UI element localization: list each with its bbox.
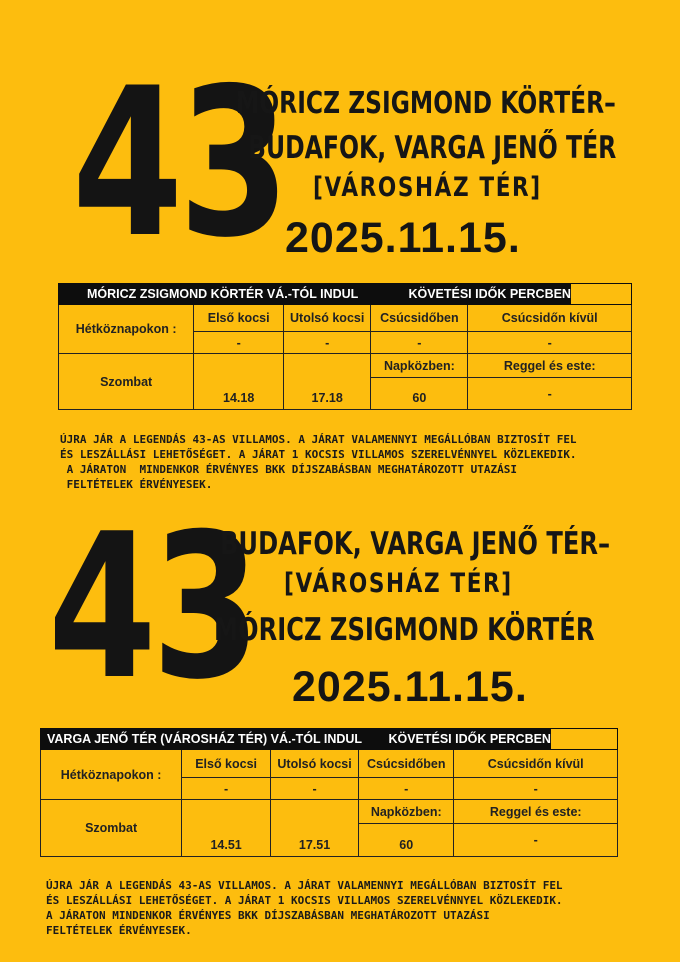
weekday-first-car: - [194, 332, 284, 354]
timetable [40, 728, 618, 857]
note-line: A JÁRATON MINDENKOR ÉRVÉNYES BKK DÍJSZABÁSBAN MEGHATÁROZOTT UTAZÁSI [60, 463, 517, 476]
note-line: ÚJRA JÁR A LEGENDÁS 43-AS VILLAMOS. A JÁRAT VALAMENNYI MEGÁLLÓBAN BIZTOSÍT FEL [46, 879, 563, 892]
route-title-line-2: BUDAFOK, VARGA JENŐ TÉR [248, 130, 617, 166]
weekday-label: Hétköznapokon : [41, 750, 182, 800]
offpeak-header: Csúcsidőn kívül [468, 305, 632, 332]
saturday-daytime: 60 [371, 378, 468, 410]
saturday-label: Szombat [59, 354, 194, 410]
valid-from-date: 2025.11.15. [285, 214, 521, 262]
note-line: A JÁRATON MINDENKOR ÉRVÉNYES BKK DÍJSZABÁSBAN MEGHATÁROZOTT UTAZÁSI [46, 909, 490, 922]
route-number: 43 [72, 45, 286, 283]
saturday-morning-evening: - [468, 378, 632, 410]
timetable-block-return [0, 491, 680, 962]
headway-header: KÖVETÉSI IDŐK PERCBEN [388, 729, 552, 750]
weekday-last-car: - [271, 778, 359, 800]
service-note [60, 432, 577, 492]
route-title-line-3: MÓRICZ ZSIGMOND KÖRTÉR [214, 612, 595, 648]
saturday-first-car: 14.51 [182, 800, 271, 857]
peak-header: Csúcsidőben [359, 750, 454, 778]
route-title-line-1: BUDAFOK, VARGA JENŐ TÉR– [220, 526, 611, 562]
first-car-header: Első kocsi [194, 305, 284, 332]
first-car-header: Első kocsi [182, 750, 271, 778]
weekday-offpeak: - [468, 332, 632, 354]
last-car-header: Utolsó kocsi [284, 305, 371, 332]
weekday-last-car: - [284, 332, 371, 354]
weekday-peak: - [359, 778, 454, 800]
daytime-header: Napközben: [371, 354, 468, 378]
route-title-line-2: [VÁROSHÁZ TÉR] [284, 568, 513, 599]
daytime-header: Napközben: [359, 800, 454, 824]
weekday-peak: - [371, 332, 468, 354]
saturday-last-car: 17.18 [284, 354, 371, 410]
note-line: ÉS LESZÁLLÁSI LEHETŐSÉGET. A JÁRAT 1 KOCSIS VILLAMOS SZERELVÉNNYEL KÖZLEKEDIK. [46, 894, 563, 907]
note-line: FELTÉTELEK ÉRVÉNYESEK. [60, 478, 213, 491]
saturday-morning-evening: - [454, 824, 618, 857]
saturday-first-car: 14.18 [194, 354, 284, 410]
saturday-last-car: 17.51 [271, 800, 359, 857]
morning-evening-header: Reggel és este: [468, 354, 632, 378]
weekday-first-car: - [182, 778, 271, 800]
timetable [58, 283, 632, 410]
note-line: ÉS LESZÁLLÁSI LEHETŐSÉGET. A JÁRAT 1 KOCSIS VILLAMOS SZERELVÉNNYEL KÖZLEKEDIK. [60, 448, 577, 461]
departure-header: VARGA JENŐ TÉR (VÁROSHÁZ TÉR) VÁ.-TÓL INDUL [41, 729, 454, 750]
valid-from-date: 2025.11.15. [292, 663, 528, 711]
last-car-header: Utolsó kocsi [271, 750, 359, 778]
service-note [46, 878, 563, 938]
offpeak-header: Csúcsidőn kívül [454, 750, 618, 778]
weekday-offpeak: - [454, 778, 618, 800]
route-title-line-1: MÓRICZ ZSIGMOND KÖRTÉR– [236, 86, 616, 121]
saturday-label: Szombat [41, 800, 182, 857]
departure-header: MÓRICZ ZSIGMOND KÖRTÉR VÁ.-TÓL INDUL [59, 284, 468, 305]
weekday-label: Hétköznapokon : [59, 305, 194, 354]
route-title-line-3: [VÁROSHÁZ TÉR] [313, 172, 542, 203]
route-number: 43 [48, 491, 256, 724]
note-line: FELTÉTELEK ÉRVÉNYESEK. [46, 924, 192, 937]
saturday-daytime: 60 [359, 824, 454, 857]
peak-header: Csúcsidőben [371, 305, 468, 332]
note-line: ÚJRA JÁR A LEGENDÁS 43-AS VILLAMOS. A JÁRAT VALAMENNYI MEGÁLLÓBAN BIZTOSÍT FEL [60, 433, 577, 446]
headway-header: KÖVETÉSI IDŐK PERCBEN [408, 284, 572, 305]
morning-evening-header: Reggel és este: [454, 800, 618, 824]
